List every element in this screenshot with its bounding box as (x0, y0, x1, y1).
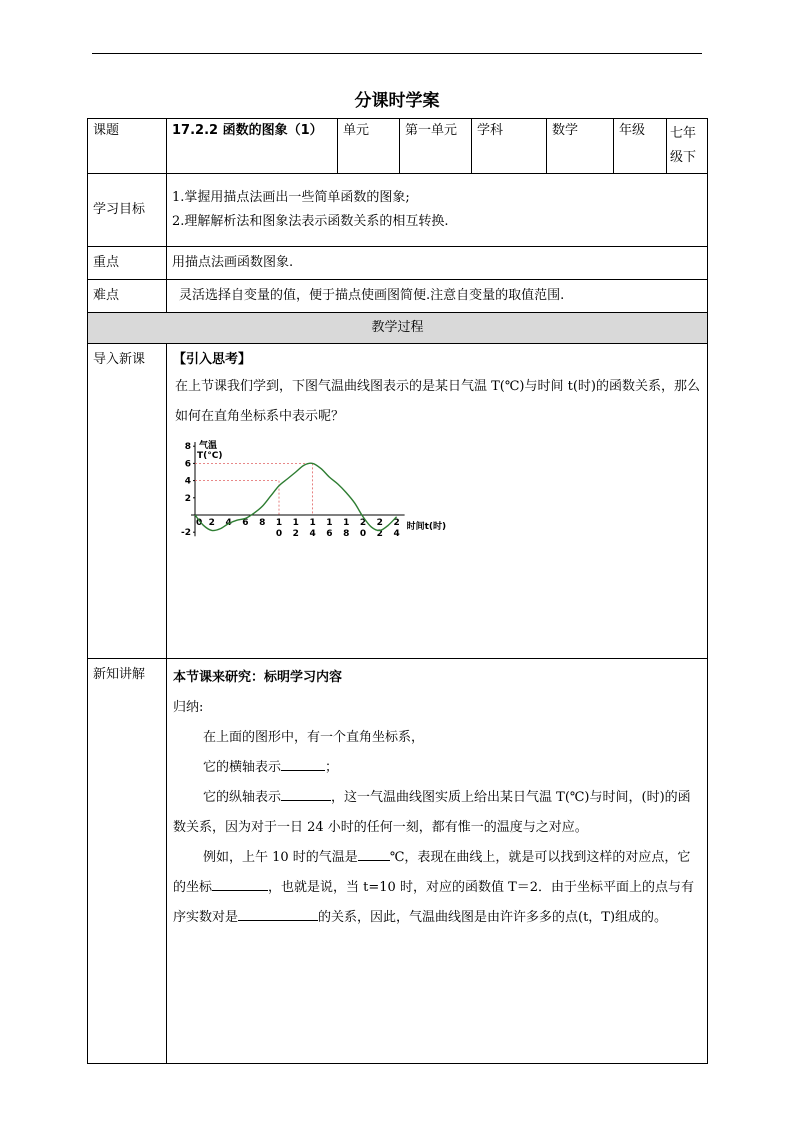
x-tick-label: 4 (393, 529, 400, 539)
objectives-row (88, 174, 708, 247)
blank-y-axis[interactable] (281, 786, 331, 801)
summary-p4d: 的关系，因此，气温曲线图是由许许多多的点(t，T)组成的。 (318, 910, 668, 925)
process-header-row (88, 313, 708, 344)
intro-label: 导入新课 (88, 344, 167, 659)
header-rule (92, 53, 702, 54)
lesson-table (87, 118, 708, 1064)
new-knowledge-content (167, 659, 708, 1064)
x-tick-label: 2 (393, 518, 400, 528)
y-axis-label-line1: 气温 (199, 441, 218, 451)
unit-label: 单元 (338, 119, 400, 174)
x-tick-label: 2 (292, 529, 299, 539)
y-tick-label: 6 (184, 459, 191, 470)
x-tick-label: 4 (225, 518, 232, 528)
y-tick-label: 4 (184, 476, 191, 487)
blank-coordinate[interactable] (212, 876, 268, 891)
origin-label: 0 (196, 518, 203, 528)
header-row (88, 119, 708, 174)
grade-value: 七年级下 (667, 119, 708, 174)
key-point-row (88, 247, 708, 280)
intro-content (167, 344, 708, 659)
summary-p4a: 例如，上午 10 时的气温是 (203, 850, 358, 865)
subject-value: 数学 (547, 119, 614, 174)
temperature-chart (173, 436, 463, 556)
summary-p1: 在上面的图形中，有一个直角坐标系， (203, 730, 425, 745)
blank-relation[interactable] (238, 906, 318, 921)
grade-label: 年级 (614, 119, 667, 174)
objective-item: 1.掌握用描点法画出一些简单函数的图象; (172, 190, 410, 205)
intro-text: 在上节课我们学到，下图气温曲线图表示的是某日气温 T(℃)与时间 t(时)的函数关系，那么如何在直角坐标系中表示呢？ (175, 379, 700, 424)
unit-value: 第一单元 (400, 119, 472, 174)
x-tick-label: 2 (208, 518, 215, 528)
intro-row (88, 344, 708, 659)
summary-p2a: 它的横轴表示 (203, 760, 282, 775)
summary-p2 (173, 753, 701, 783)
x-tick-label: 8 (259, 518, 266, 528)
new-knowledge-label: 新知讲解 (88, 659, 167, 1064)
objectives-label: 学习目标 (88, 174, 167, 247)
x-tick-label: 2 (376, 529, 383, 539)
summary-label: 归纳: (173, 700, 204, 715)
difficulty-label: 难点 (88, 280, 167, 313)
topic-label: 课题 (88, 119, 167, 174)
y-tick-label: 8 (184, 442, 191, 453)
x-tick-label: 6 (326, 529, 333, 539)
blank-x-axis[interactable] (281, 756, 325, 771)
x-tick-label: 2 (376, 518, 383, 528)
objective-item: 2.理解解析法和图象法表示函数关系的相互转换. (172, 214, 449, 229)
summary-p4c: ，也就是说，当 t=10 时，对应的函数值 T＝2．由于坐标平面上的点与有序实数对是 (173, 880, 695, 925)
x-tick-label: 1 (326, 518, 333, 528)
summary-p4b: ℃，表现在曲线上，就是可以找到这样的对应点，它的坐标 (173, 850, 691, 895)
summary-p2b: ； (325, 760, 339, 775)
x-tick-label: 0 (359, 529, 367, 539)
y-tick-label: -2 (181, 528, 191, 539)
summary-p3b: ，这一气温曲线图实质上给出某日气温 T(℃)与时间，(时)的函数关系，因为对于一日 24 小时的任何一刻，都有惟一的温度与之对应。 (173, 790, 691, 835)
y-tick-label: 2 (184, 493, 191, 504)
blank-temperature[interactable] (358, 846, 390, 861)
difficulty-text: 灵活选择自变量的值，便于描点使画图简便.注意自变量的取值范围. (167, 280, 708, 313)
x-tick-label: 2 (359, 518, 367, 528)
subject-label: 学科 (472, 119, 547, 174)
objectives-content (167, 174, 708, 247)
x-tick-label: 1 (292, 518, 299, 528)
difficulty-row (88, 280, 708, 313)
x-tick-label: 1 (275, 518, 283, 528)
new-knowledge-heading: 本节课来研究：标明学习内容 (173, 670, 343, 685)
summary-p4 (173, 843, 701, 933)
topic-value: 17.2.2 函数的图象（1） (167, 119, 338, 174)
x-tick-label: 1 (309, 518, 316, 528)
y-axis-label-line2: T(°C) (197, 451, 223, 461)
key-point-text: 用描点法画函数图象. (167, 247, 708, 280)
x-axis-label: 时间t(时) (406, 522, 447, 532)
x-tick-label: 4 (309, 529, 316, 539)
page-title: 分课时学案 (354, 91, 440, 111)
x-tick-label: 6 (242, 518, 249, 528)
summary-p3a: 它的纵轴表示 (203, 790, 282, 805)
x-tick-label: 0 (275, 529, 283, 539)
x-tick-label: 1 (343, 518, 350, 528)
key-point-label: 重点 (88, 247, 167, 280)
x-tick-label: 8 (343, 529, 350, 539)
process-title: 教学过程 (88, 313, 708, 344)
new-knowledge-row (88, 659, 708, 1064)
summary-p3 (173, 783, 701, 843)
intro-heading: 【引入思考】 (173, 352, 252, 367)
